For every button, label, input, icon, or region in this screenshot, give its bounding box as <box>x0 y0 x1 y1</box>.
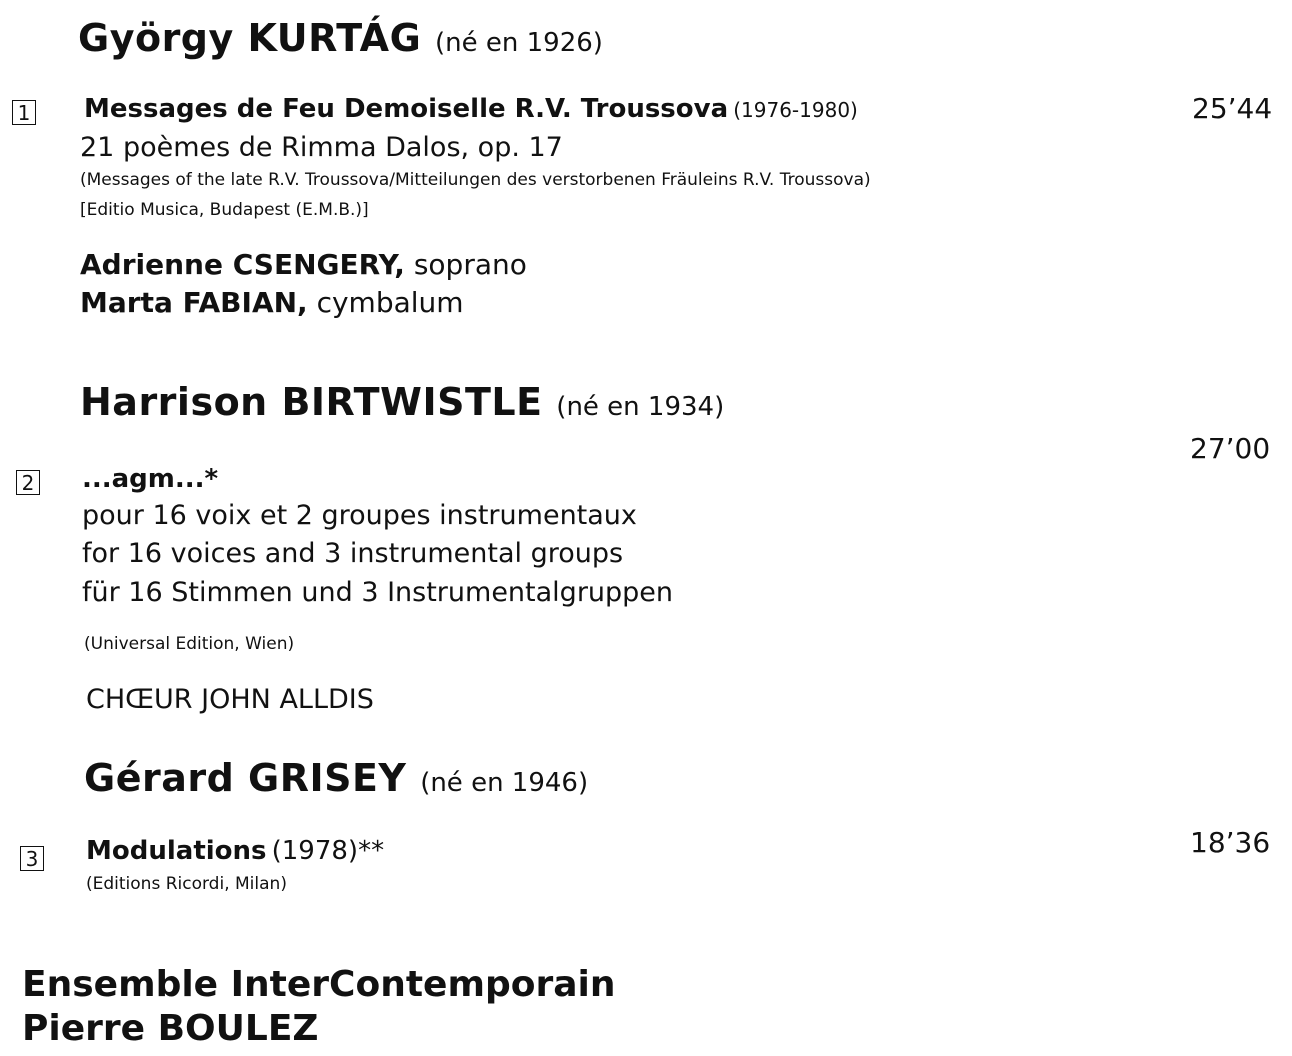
work-years: (1978)** <box>271 836 385 866</box>
track-number-box <box>16 470 40 495</box>
work-description-en: for 16 voices and 3 instrumental groups <box>82 538 624 569</box>
work-publisher: (Editions Ricordi, Milan) <box>86 874 287 894</box>
composer-birth: (né en 1946) <box>420 768 589 798</box>
work-title-line <box>86 836 384 866</box>
track-number-box <box>12 100 36 125</box>
track-number: 3 <box>20 846 44 871</box>
track-number-box <box>20 846 44 871</box>
work-years: (1976-1980) <box>733 98 858 122</box>
track-duration: 18’36 <box>1190 826 1271 859</box>
work-publisher: (Universal Edition, Wien) <box>84 634 295 654</box>
composer-birth: (né en 1934) <box>556 392 725 422</box>
track-duration: 25’44 <box>1192 92 1273 125</box>
conductor-name: Pierre BOULEZ <box>22 1008 319 1049</box>
ensemble-name: CHŒUR JOHN ALLDIS <box>86 684 374 715</box>
track-number: 2 <box>16 470 40 495</box>
composer-name: György KURTÁG <box>78 16 422 60</box>
composer-heading-grisey <box>84 756 588 800</box>
composer-name: Gérard GRISEY <box>84 756 407 800</box>
work-description-fr: pour 16 voix et 2 groupes instrumentaux <box>82 500 637 531</box>
work-description-de: für 16 Stimmen und 3 Instrumentalgruppen <box>82 577 674 608</box>
performer-role: cymbalum <box>307 286 464 319</box>
work-title: ...agm...* <box>82 464 219 494</box>
performer-role: soprano <box>404 248 527 281</box>
composer-heading-birtwistle <box>80 380 724 424</box>
performer-name: Marta FABIAN, <box>80 286 308 319</box>
work-title: Modulations <box>86 836 267 866</box>
composer-name: Harrison BIRTWISTLE <box>80 380 543 424</box>
work-translation: (Messages of the late R.V. Troussova/Mitteilungen des verstorbenen Fräuleins R.V. Troussova) <box>80 170 871 190</box>
work-title-line <box>84 94 858 124</box>
track-number: 1 <box>12 100 36 125</box>
ensemble-title: Ensemble InterContemporain <box>22 964 616 1005</box>
performer-name: Adrienne CSENGERY, <box>80 248 405 281</box>
composer-heading-kurtag <box>78 16 603 60</box>
work-subtitle: 21 poèmes de Rimma Dalos, op. 17 <box>80 132 563 163</box>
performer-line <box>80 248 527 281</box>
work-publisher: [Editio Musica, Budapest (E.M.B.)] <box>80 200 369 220</box>
track-duration: 27’00 <box>1190 432 1271 465</box>
composer-birth: (né en 1926) <box>435 28 603 58</box>
performer-line <box>80 286 464 319</box>
work-title: Messages de Feu Demoiselle R.V. Troussova <box>84 94 729 124</box>
